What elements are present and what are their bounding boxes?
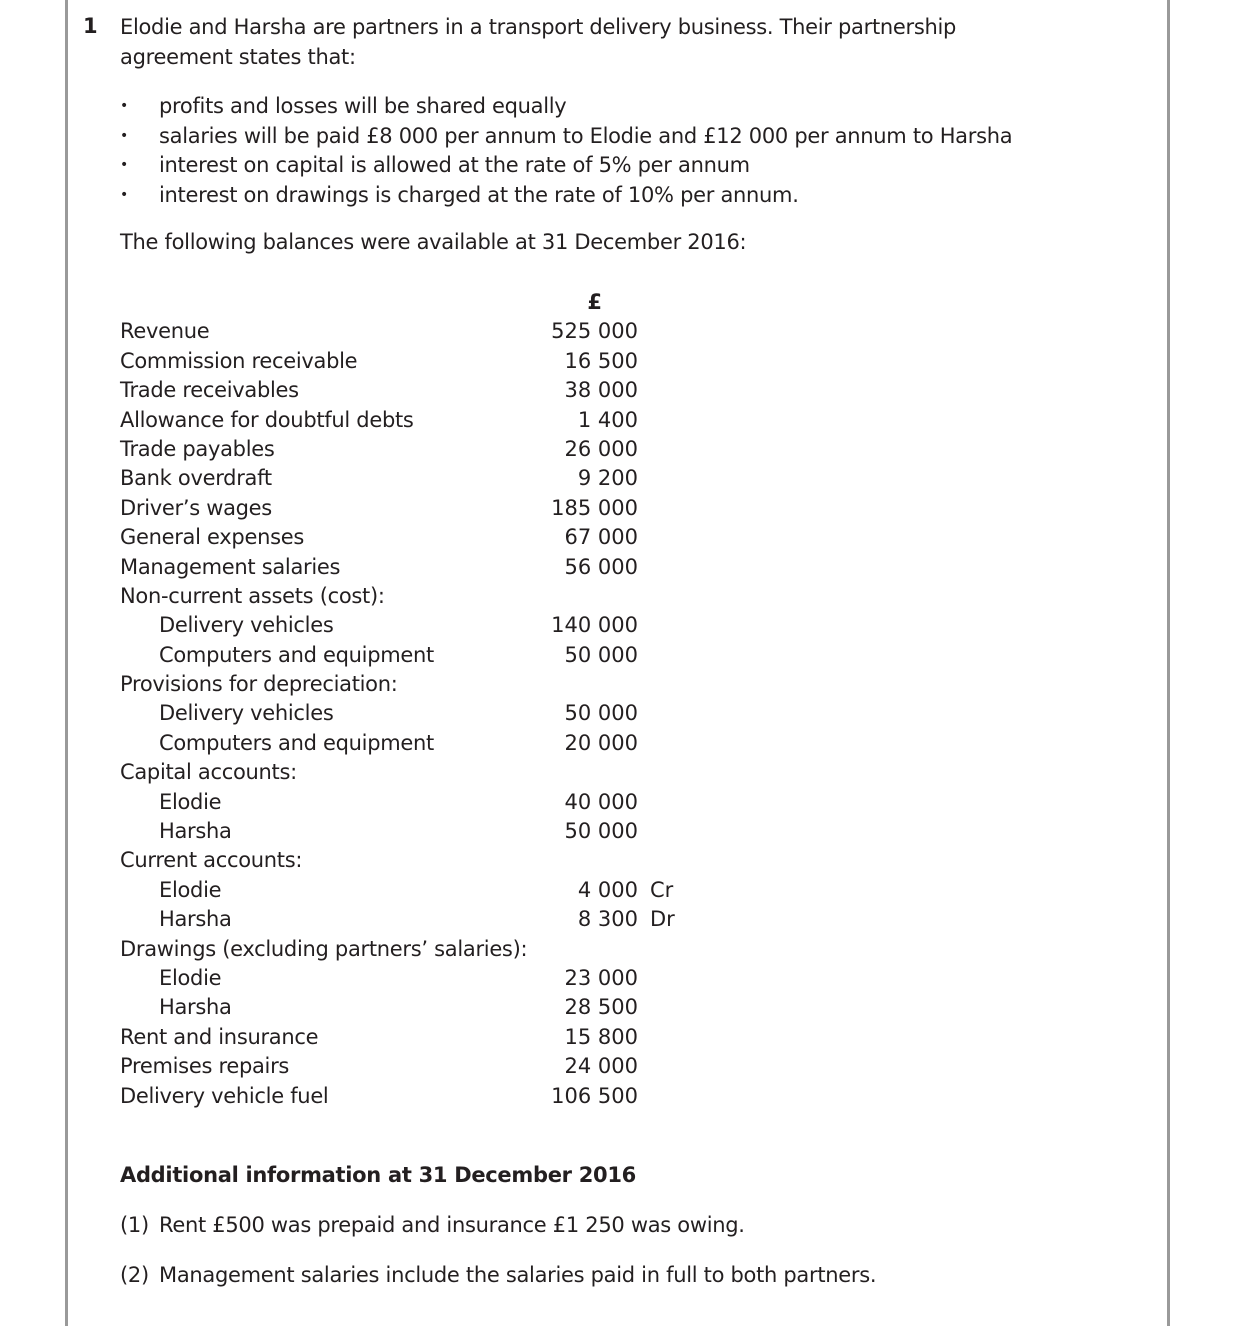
balance-dr-cr-indicator: Cr bbox=[650, 877, 674, 902]
balance-row bbox=[120, 964, 720, 993]
balance-label: Management salaries bbox=[120, 554, 341, 579]
balance-label: Harsha bbox=[159, 907, 232, 932]
note-text: Management salaries include the salaries paid in full to both partners. bbox=[159, 1263, 877, 1287]
balance-label: Revenue bbox=[120, 319, 210, 344]
agreement-term: • interest on capital is allowed at the rate of 5% per annum bbox=[120, 151, 1012, 181]
currency-header: £ bbox=[587, 290, 602, 314]
balance-label: Delivery vehicle fuel bbox=[120, 1083, 329, 1108]
balance-amount: 38 000 bbox=[564, 378, 638, 403]
balance-label: Delivery vehicles bbox=[159, 613, 334, 638]
balance-amount: 9 200 bbox=[577, 466, 638, 491]
balance-label: Harsha bbox=[159, 819, 232, 844]
balance-group-heading bbox=[120, 846, 720, 875]
balance-row bbox=[120, 993, 720, 1022]
balance-amount: 26 000 bbox=[564, 436, 638, 461]
balance-label: Trade receivables bbox=[120, 378, 299, 403]
balance-amount: 140 000 bbox=[551, 613, 638, 638]
balance-group-heading bbox=[120, 935, 720, 964]
balance-amount: 24 000 bbox=[564, 1054, 638, 1079]
note-number: (1) bbox=[120, 1213, 149, 1237]
agreement-terms-list bbox=[120, 92, 1012, 210]
balances-table bbox=[120, 288, 720, 1111]
balance-label: Current accounts: bbox=[120, 848, 303, 873]
right-margin-rule bbox=[1167, 0, 1170, 1326]
question-intro bbox=[120, 12, 1120, 72]
balance-amount: 185 000 bbox=[551, 495, 638, 520]
balance-label: Rent and insurance bbox=[120, 1024, 319, 1049]
balance-row bbox=[120, 464, 720, 493]
balance-label: Delivery vehicles bbox=[159, 701, 334, 726]
balance-amount: 16 500 bbox=[564, 348, 638, 373]
balance-group-heading bbox=[120, 758, 720, 787]
balance-amount: 50 000 bbox=[564, 819, 638, 844]
balance-row bbox=[120, 494, 720, 523]
balance-row bbox=[120, 1023, 720, 1052]
balance-label: Allowance for doubtful debts bbox=[120, 407, 414, 432]
balance-label: Harsha bbox=[159, 995, 232, 1020]
balance-amount: 525 000 bbox=[551, 319, 638, 344]
balance-amount: 4 000 bbox=[577, 877, 638, 902]
balance-dr-cr-indicator: Dr bbox=[650, 907, 675, 932]
balance-row bbox=[120, 553, 720, 582]
balance-amount: 67 000 bbox=[564, 525, 638, 550]
balance-label: Elodie bbox=[159, 965, 222, 990]
balance-amount: 106 500 bbox=[551, 1083, 638, 1108]
note-item bbox=[120, 1263, 876, 1287]
balance-label: Elodie bbox=[159, 877, 222, 902]
balance-amount: 20 000 bbox=[564, 730, 638, 755]
balance-row bbox=[120, 317, 720, 346]
balance-row bbox=[120, 1052, 720, 1081]
balance-row bbox=[120, 406, 720, 435]
agreement-term: • profits and losses will be shared equally bbox=[120, 92, 1012, 122]
balance-label: Bank overdraft bbox=[120, 466, 272, 491]
left-margin-rule bbox=[65, 0, 68, 1326]
balance-amount: 50 000 bbox=[564, 701, 638, 726]
balance-row bbox=[120, 905, 720, 934]
balance-row bbox=[120, 788, 720, 817]
balance-label: Non-current assets (cost): bbox=[120, 583, 385, 608]
intro-line-1: Elodie and Harsha are partners in a transport delivery business. Their partnership bbox=[120, 15, 957, 39]
balance-row bbox=[120, 611, 720, 640]
balance-row bbox=[120, 876, 720, 905]
balance-amount: 1 400 bbox=[577, 407, 638, 432]
note-number: (2) bbox=[120, 1263, 149, 1287]
balance-amount: 40 000 bbox=[564, 789, 638, 814]
balance-amount: 28 500 bbox=[564, 995, 638, 1020]
balance-row bbox=[120, 523, 720, 552]
balance-row bbox=[120, 699, 720, 728]
balance-group-heading bbox=[120, 670, 720, 699]
balances-lead-text: The following balances were available at 31 December 2016: bbox=[120, 230, 747, 254]
bullet-icon: • bbox=[120, 127, 128, 144]
balance-label: Trade payables bbox=[120, 436, 275, 461]
agreement-term: • interest on drawings is charged at the rate of 10% per annum. bbox=[120, 181, 1012, 211]
balance-row bbox=[120, 1082, 720, 1111]
balance-label: Capital accounts: bbox=[120, 760, 297, 785]
balance-row bbox=[120, 729, 720, 758]
bullet-icon: • bbox=[120, 186, 128, 203]
note-text: Rent £500 was prepaid and insurance £1 250 was owing. bbox=[159, 1213, 745, 1237]
balance-row bbox=[120, 641, 720, 670]
balance-amount: 15 800 bbox=[564, 1024, 638, 1049]
note-item bbox=[120, 1213, 745, 1237]
balance-label: Premises repairs bbox=[120, 1054, 290, 1079]
balance-row bbox=[120, 435, 720, 464]
balance-row bbox=[120, 376, 720, 405]
balance-amount: 50 000 bbox=[564, 642, 638, 667]
balance-label: Computers and equipment bbox=[159, 642, 434, 667]
bullet-icon: • bbox=[120, 157, 128, 173]
agreement-term: • salaries will be paid £8 000 per annum to Elodie and £12 000 per annum to Harsha bbox=[120, 122, 1012, 152]
balance-label: Computers and equipment bbox=[159, 730, 434, 755]
balance-label: Commission receivable bbox=[120, 348, 358, 373]
bullet-icon: • bbox=[120, 98, 128, 114]
balance-label: Elodie bbox=[159, 789, 222, 814]
balance-label: Drawings (excluding partners’ salaries): bbox=[120, 936, 528, 961]
balance-amount: 23 000 bbox=[564, 965, 638, 990]
balance-amount: 56 000 bbox=[564, 554, 638, 579]
balance-amount: 8 300 bbox=[577, 907, 638, 932]
intro-line-2: agreement states that: bbox=[120, 45, 356, 69]
balance-label: Driver’s wages bbox=[120, 495, 272, 520]
balance-row bbox=[120, 817, 720, 846]
balance-label: General expenses bbox=[120, 525, 304, 550]
balance-group-heading bbox=[120, 582, 720, 611]
currency-header-row bbox=[120, 288, 720, 317]
additional-info-heading: Additional information at 31 December 2016 bbox=[120, 1163, 636, 1187]
balance-row bbox=[120, 347, 720, 376]
question-number: 1 bbox=[83, 14, 98, 38]
balance-label: Provisions for depreciation: bbox=[120, 672, 398, 697]
